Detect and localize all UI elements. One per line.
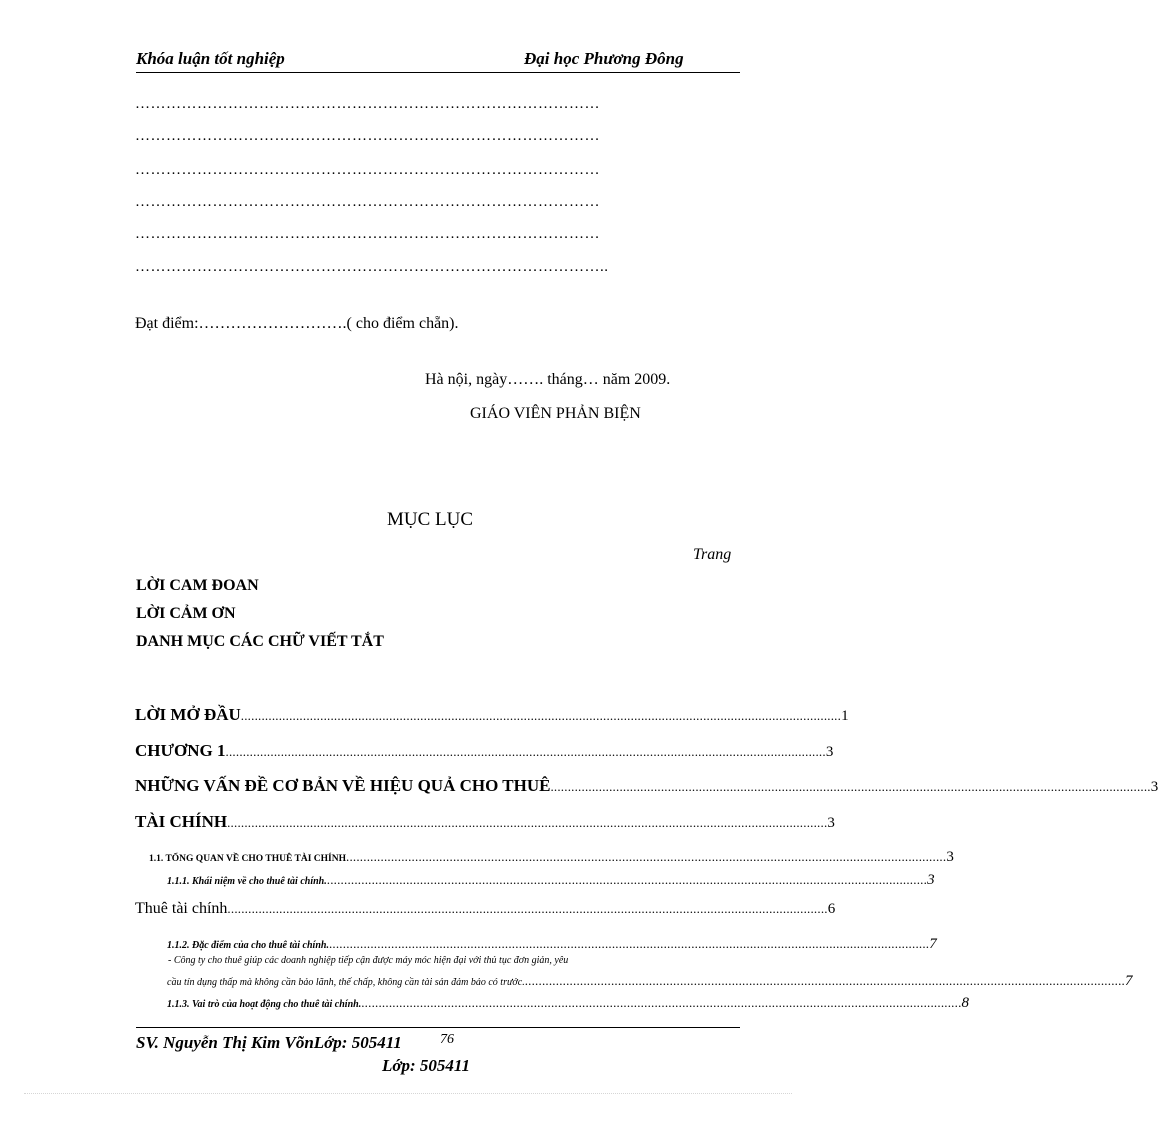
dot-line: ……………………………………………………………………………… bbox=[135, 96, 600, 112]
dot-line: ……………………………………………………………………………… bbox=[135, 128, 600, 144]
dot-line: ……………………………………………………………………………….. bbox=[135, 259, 609, 275]
footer-page-number: 76 bbox=[440, 1032, 454, 1047]
toc-entry-page: 3 bbox=[946, 849, 954, 865]
toc-entry-page: 3 bbox=[1150, 779, 1158, 795]
toc-entry-label: NHỮNG VẤN ĐỀ CƠ BẢN VỀ HIỆU QUẢ CHO THUÊ bbox=[135, 776, 551, 795]
toc-entry-page: 7 bbox=[1125, 973, 1133, 989]
toc-entry: Thuê tài chính .............................................................................................................................................................................. 6 bbox=[135, 900, 836, 917]
toc-entry-page: 3 bbox=[927, 872, 935, 888]
toc-title: MỤC LỤC bbox=[387, 509, 474, 530]
front-item: LỜI CẢM ƠN bbox=[136, 605, 236, 622]
front-item: DANH MỤC CÁC CHỮ VIẾT TẮT bbox=[136, 633, 384, 650]
dot-line: ……………………………………………………………………………… bbox=[135, 226, 600, 242]
toc-entry-page: 3 bbox=[825, 744, 834, 760]
toc-entry: 1.1.1. Khái niệm về cho thuê tài chính. .............................................................................................................................................................................. 3 bbox=[167, 872, 935, 888]
dot-line: ……………………………………………………………………………… bbox=[135, 162, 600, 178]
dot-line: ……………………………………………………………………………… bbox=[135, 194, 600, 210]
toc-entry-label: 1.1.2. Đặc điểm của cho thuê tài chính. bbox=[167, 940, 329, 951]
grade-line: Đạt điểm:……………………….( cho điểm chẵn). bbox=[135, 315, 459, 332]
toc-entry-page: 3 bbox=[827, 815, 835, 831]
page-header-left: Khóa luận tốt nghiệp bbox=[136, 49, 285, 68]
toc-entry: 1.1. TỔNG QUAN VỀ CHO THUÊ TÀI CHÍNH .............................................................................................................................................................................. 3 bbox=[149, 849, 954, 865]
toc-entry: LỜI MỞ ĐẦU .............................................................................................................................................................................. 1 bbox=[135, 705, 849, 724]
toc-entry: NHỮNG VẤN ĐỀ CƠ BẢN VỀ HIỆU QUẢ CHO THUÊ .............................................................................................................................................................................. 3 bbox=[135, 776, 1158, 795]
toc-entry-page: 8 bbox=[961, 995, 970, 1011]
signature-date: Hà nội, ngày……. tháng… năm 2009. bbox=[425, 371, 671, 388]
header-rule bbox=[136, 72, 740, 73]
toc-entry-label: cầu tín dụng thấp mà không cần bảo lãnh, thế chấp, không cần tài sản đảm bảo có trước. bbox=[167, 977, 525, 988]
toc-entry-page: 7 bbox=[929, 936, 937, 952]
toc-entry-label: LỜI MỞ ĐẦU bbox=[135, 705, 241, 724]
toc-entry: 1.1.2. Đặc điểm của cho thuê tài chính. .............................................................................................................................................................................. 7 bbox=[167, 936, 937, 952]
toc-entry-text: - Công ty cho thuê giúp các doanh nghiệp tiếp cận được máy móc hiện đại với thủ tục đơn giản, yêu bbox=[168, 955, 569, 966]
toc-entry-label: Thuê tài chính bbox=[135, 900, 228, 917]
toc-entry: TÀI CHÍNH .............................................................................................................................................................................. 3 bbox=[135, 812, 835, 831]
footer-student: SV. Nguyễn Thị Kim VõnLớp: 505411 bbox=[136, 1033, 402, 1052]
toc-entry-label: CHƯƠNG 1 bbox=[135, 741, 226, 760]
toc-entry-label: 1.1. TỔNG QUAN VỀ CHO THUÊ TÀI CHÍNH bbox=[149, 854, 346, 864]
toc-entry-page: 1 bbox=[841, 708, 849, 724]
toc-entry-label: 1.1.1. Khái niệm về cho thuê tài chính. bbox=[167, 876, 327, 887]
toc-page-label: Trang bbox=[693, 546, 732, 563]
toc-entry: CHƯƠNG 1 .............................................................................................................................................................................. 3 bbox=[135, 741, 834, 760]
page-bottom-border bbox=[24, 1093, 792, 1094]
toc-entry-page: 6 bbox=[827, 901, 836, 917]
footer-class: Lớp: 505411 bbox=[382, 1056, 470, 1075]
page-header-right: Đại học Phương Đông bbox=[524, 49, 684, 68]
front-item: LỜI CAM ĐOAN bbox=[136, 577, 259, 594]
footer-rule bbox=[136, 1027, 740, 1028]
toc-entry-label: TÀI CHÍNH bbox=[135, 812, 228, 831]
toc-entry: 1.1.3. Vai trò của hoạt động cho thuê tài chính. .............................................................................................................................................................................. 8 bbox=[167, 995, 970, 1011]
toc-entry-label: 1.1.3. Vai trò của hoạt động cho thuê tài chính. bbox=[167, 999, 362, 1010]
signature-role: GIÁO VIÊN PHẢN BIỆN bbox=[470, 405, 641, 422]
toc-entry: cầu tín dụng thấp mà không cần bảo lãnh, thế chấp, không cần tài sản đảm bảo có trước. .............................................................................................................................................................................. 7 bbox=[167, 973, 1133, 989]
